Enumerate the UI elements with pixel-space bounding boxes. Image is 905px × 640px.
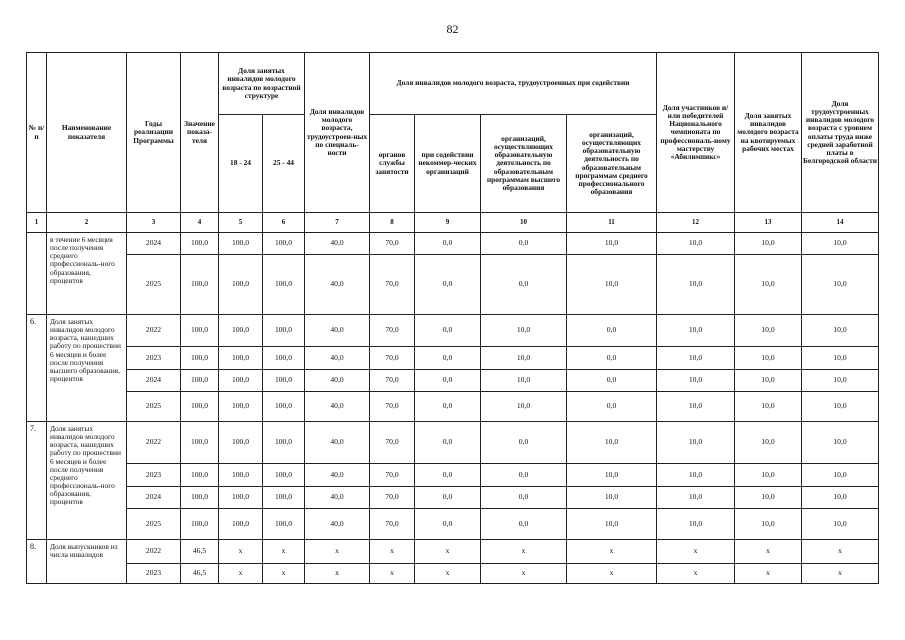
- value-cell: 10,0: [657, 233, 735, 255]
- value-cell: 10,0: [735, 464, 802, 487]
- year-cell: 2025: [127, 509, 181, 540]
- value-cell: 40,0: [305, 370, 370, 392]
- value-cell: x: [802, 564, 879, 584]
- value-cell: 0,0: [481, 422, 567, 464]
- value-cell: x: [219, 540, 263, 564]
- value-cell: 10,0: [657, 509, 735, 540]
- value-cell: 0,0: [415, 422, 481, 464]
- header-age-18-24: 18 - 24: [219, 115, 263, 213]
- value-cell: 70,0: [370, 315, 415, 347]
- value-cell: 10,0: [802, 347, 879, 370]
- value-cell: 100,0: [263, 255, 305, 315]
- header-value: Значение показа-теля: [181, 53, 219, 213]
- header-abilympics: Доля участников и/или победителей Национального чемпионата по профессиональ-ному мастерству «Абилимпикс»: [657, 53, 735, 213]
- column-number: 10: [481, 213, 567, 233]
- column-number: 3: [127, 213, 181, 233]
- header-age-25-44: 25 - 44: [263, 115, 305, 213]
- value-cell: x: [415, 564, 481, 584]
- value-cell: 0,0: [415, 315, 481, 347]
- column-number: 12: [657, 213, 735, 233]
- value-cell: 10,0: [802, 509, 879, 540]
- value-cell: 100,0: [181, 347, 219, 370]
- table-row: [27, 233, 879, 255]
- value-cell: 100,0: [263, 509, 305, 540]
- year-cell: 2025: [127, 255, 181, 315]
- value-cell: 100,0: [263, 370, 305, 392]
- year-cell: 2024: [127, 487, 181, 509]
- value-cell: 0,0: [567, 392, 657, 422]
- value-cell: 40,0: [305, 464, 370, 487]
- value-cell: 10,0: [567, 487, 657, 509]
- value-cell: 0,0: [481, 255, 567, 315]
- value-cell: x: [567, 564, 657, 584]
- column-number: 4: [181, 213, 219, 233]
- value-cell: 10,0: [481, 370, 567, 392]
- value-cell: 10,0: [657, 315, 735, 347]
- value-cell: 100,0: [181, 422, 219, 464]
- value-cell: x: [735, 540, 802, 564]
- value-cell: 10,0: [802, 255, 879, 315]
- value-cell: 100,0: [263, 315, 305, 347]
- value-cell: x: [305, 564, 370, 584]
- value-cell: 0,0: [415, 255, 481, 315]
- value-cell: 100,0: [181, 392, 219, 422]
- value-cell: 10,0: [802, 464, 879, 487]
- value-cell: x: [481, 564, 567, 584]
- table-row: [27, 347, 879, 370]
- value-cell: 10,0: [735, 487, 802, 509]
- value-cell: 10,0: [567, 422, 657, 464]
- value-cell: 0,0: [567, 370, 657, 392]
- value-cell: 10,0: [802, 487, 879, 509]
- value-cell: 10,0: [657, 487, 735, 509]
- year-cell: 2024: [127, 370, 181, 392]
- header-employment-agencies: органов службы занятости: [370, 115, 415, 213]
- value-cell: 0,0: [415, 464, 481, 487]
- value-cell: 10,0: [735, 255, 802, 315]
- value-cell: 0,0: [481, 464, 567, 487]
- value-cell: 100,0: [263, 392, 305, 422]
- value-cell: 100,0: [219, 315, 263, 347]
- table-row: [27, 464, 879, 487]
- value-cell: 0,0: [481, 487, 567, 509]
- header-years: Годы реализации Программы: [127, 53, 181, 213]
- value-cell: 10,0: [657, 392, 735, 422]
- value-cell: 100,0: [181, 487, 219, 509]
- value-cell: 10,0: [481, 392, 567, 422]
- value-cell: 10,0: [567, 464, 657, 487]
- value-cell: 0,0: [567, 347, 657, 370]
- value-cell: 100,0: [263, 464, 305, 487]
- value-cell: 0,0: [481, 509, 567, 540]
- value-cell: 10,0: [657, 347, 735, 370]
- value-cell: 0,0: [567, 315, 657, 347]
- value-cell: 100,0: [219, 347, 263, 370]
- value-cell: 10,0: [735, 370, 802, 392]
- value-cell: 100,0: [219, 392, 263, 422]
- value-cell: 100,0: [263, 347, 305, 370]
- value-cell: 10,0: [802, 233, 879, 255]
- column-number: 2: [47, 213, 127, 233]
- value-cell: 70,0: [370, 255, 415, 315]
- column-number: 14: [802, 213, 879, 233]
- value-cell: 0,0: [415, 370, 481, 392]
- value-cell: 40,0: [305, 315, 370, 347]
- value-cell: 40,0: [305, 233, 370, 255]
- value-cell: 100,0: [219, 464, 263, 487]
- value-cell: 100,0: [219, 255, 263, 315]
- value-cell: 10,0: [567, 255, 657, 315]
- value-cell: 100,0: [181, 464, 219, 487]
- value-cell: x: [219, 564, 263, 584]
- value-cell: 70,0: [370, 370, 415, 392]
- indicators-table: [26, 52, 879, 584]
- value-cell: x: [567, 540, 657, 564]
- column-number: 8: [370, 213, 415, 233]
- value-cell: 100,0: [263, 233, 305, 255]
- value-cell: 40,0: [305, 347, 370, 370]
- value-cell: 46,5: [181, 540, 219, 564]
- value-cell: 100,0: [181, 255, 219, 315]
- value-cell: 70,0: [370, 392, 415, 422]
- table-row: [27, 564, 879, 584]
- value-cell: 10,0: [567, 509, 657, 540]
- value-cell: 70,0: [370, 422, 415, 464]
- indicator-name: Доля выпускников из числа инвалидов: [47, 540, 127, 584]
- value-cell: x: [481, 540, 567, 564]
- value-cell: 100,0: [263, 487, 305, 509]
- year-cell: 2025: [127, 392, 181, 422]
- year-cell: 2022: [127, 315, 181, 347]
- value-cell: 0,0: [415, 487, 481, 509]
- header-vocational-ed: организаций, осуществляющих образовательную деятельность по образовательным программам среднего профессионального образования: [567, 115, 657, 213]
- value-cell: 0,0: [415, 509, 481, 540]
- column-number: 1: [27, 213, 47, 233]
- page-number: 82: [446, 22, 459, 36]
- value-cell: 40,0: [305, 392, 370, 422]
- column-number: 6: [263, 213, 305, 233]
- column-number: 5: [219, 213, 263, 233]
- value-cell: 10,0: [735, 233, 802, 255]
- value-cell: 10,0: [735, 422, 802, 464]
- header-low-wage: Доля трудоустроенных инвалидов молодого возраста с уровнем оплаты труда ниже средней заработной платы в Белгородской области: [802, 53, 879, 213]
- value-cell: 40,0: [305, 509, 370, 540]
- value-cell: x: [370, 540, 415, 564]
- value-cell: 10,0: [802, 315, 879, 347]
- header-name: Наименование показателя: [47, 53, 127, 213]
- header-assisted-group: Доля инвалидов молодого возраста, трудоустроенных при содействии: [370, 53, 657, 115]
- value-cell: 10,0: [657, 464, 735, 487]
- value-cell: 10,0: [481, 315, 567, 347]
- value-cell: 100,0: [219, 487, 263, 509]
- table-row: [27, 255, 879, 315]
- year-cell: 2023: [127, 347, 181, 370]
- row-index: 8.: [27, 540, 47, 584]
- value-cell: 0,0: [481, 233, 567, 255]
- value-cell: 100,0: [181, 509, 219, 540]
- indicator-name: Доля занятых инвалидов молодого возраста, нашедших работу по прошествии 6 месяцев и более после получения среднего профессиональ-ного образования, процентов: [47, 422, 127, 540]
- value-cell: 10,0: [735, 315, 802, 347]
- value-cell: 10,0: [735, 347, 802, 370]
- value-cell: 100,0: [219, 370, 263, 392]
- value-cell: 10,0: [567, 233, 657, 255]
- value-cell: 100,0: [219, 233, 263, 255]
- value-cell: 0,0: [415, 392, 481, 422]
- header-higher-ed: организаций, осуществляющих образовательную деятельность по образовательным программам высшего образования: [481, 115, 567, 213]
- value-cell: 10,0: [802, 392, 879, 422]
- header-nonprofit: при содействии некоммер-ческих организаций: [415, 115, 481, 213]
- value-cell: 0,0: [415, 347, 481, 370]
- table-row: [27, 392, 879, 422]
- header-num: № п/п: [27, 53, 47, 213]
- column-number: 11: [567, 213, 657, 233]
- value-cell: 70,0: [370, 509, 415, 540]
- value-cell: 10,0: [657, 370, 735, 392]
- value-cell: 10,0: [735, 509, 802, 540]
- table-row: [27, 370, 879, 392]
- value-cell: 0,0: [415, 233, 481, 255]
- indicator-name: в течение 6 месяцев после получения среднего профессиональ-ного образования, процентов: [47, 233, 127, 315]
- table-row: [27, 540, 879, 564]
- value-cell: 100,0: [219, 422, 263, 464]
- value-cell: 70,0: [370, 464, 415, 487]
- value-cell: 100,0: [181, 315, 219, 347]
- value-cell: 10,0: [657, 255, 735, 315]
- value-cell: 40,0: [305, 255, 370, 315]
- value-cell: x: [657, 564, 735, 584]
- value-cell: 40,0: [305, 487, 370, 509]
- value-cell: 100,0: [181, 370, 219, 392]
- year-cell: 2022: [127, 422, 181, 464]
- value-cell: 46,5: [181, 564, 219, 584]
- value-cell: x: [370, 564, 415, 584]
- value-cell: x: [263, 540, 305, 564]
- table-row: [27, 509, 879, 540]
- header-age-group: Доля занятых инвалидов молодого возраста по возрастной структуре: [219, 53, 305, 115]
- value-cell: 40,0: [305, 422, 370, 464]
- value-cell: 10,0: [802, 422, 879, 464]
- value-cell: 10,0: [802, 370, 879, 392]
- table-row: [27, 487, 879, 509]
- indicator-name: Доля занятых инвалидов молодого возраста, нашедших работу по прошествии 6 месяцев и более после получения высшего образования, процентов: [47, 315, 127, 422]
- table-row: [27, 422, 879, 464]
- year-cell: 2024: [127, 233, 181, 255]
- value-cell: 70,0: [370, 347, 415, 370]
- table-row: [27, 315, 879, 347]
- value-cell: x: [305, 540, 370, 564]
- value-cell: x: [415, 540, 481, 564]
- header-quota-jobs: Доля занятых инвалидов молодого возраста на квотируемых рабочих местах: [735, 53, 802, 213]
- column-number: 9: [415, 213, 481, 233]
- value-cell: 70,0: [370, 233, 415, 255]
- row-index: 7.: [27, 422, 47, 540]
- value-cell: 10,0: [735, 392, 802, 422]
- value-cell: x: [657, 540, 735, 564]
- value-cell: 100,0: [263, 422, 305, 464]
- year-cell: 2022: [127, 540, 181, 564]
- value-cell: 100,0: [219, 509, 263, 540]
- column-number: 13: [735, 213, 802, 233]
- year-cell: 2023: [127, 564, 181, 584]
- header-by-specialty: Доля инвалидов молодого возраста, трудоустроен-ных по специаль-ности: [305, 53, 370, 213]
- year-cell: 2023: [127, 464, 181, 487]
- row-index: 6.: [27, 315, 47, 422]
- value-cell: x: [802, 540, 879, 564]
- value-cell: x: [263, 564, 305, 584]
- value-cell: 10,0: [657, 422, 735, 464]
- value-cell: 70,0: [370, 487, 415, 509]
- column-number: 7: [305, 213, 370, 233]
- row-index: [27, 233, 47, 315]
- value-cell: 10,0: [481, 347, 567, 370]
- value-cell: x: [735, 564, 802, 584]
- value-cell: 100,0: [181, 233, 219, 255]
